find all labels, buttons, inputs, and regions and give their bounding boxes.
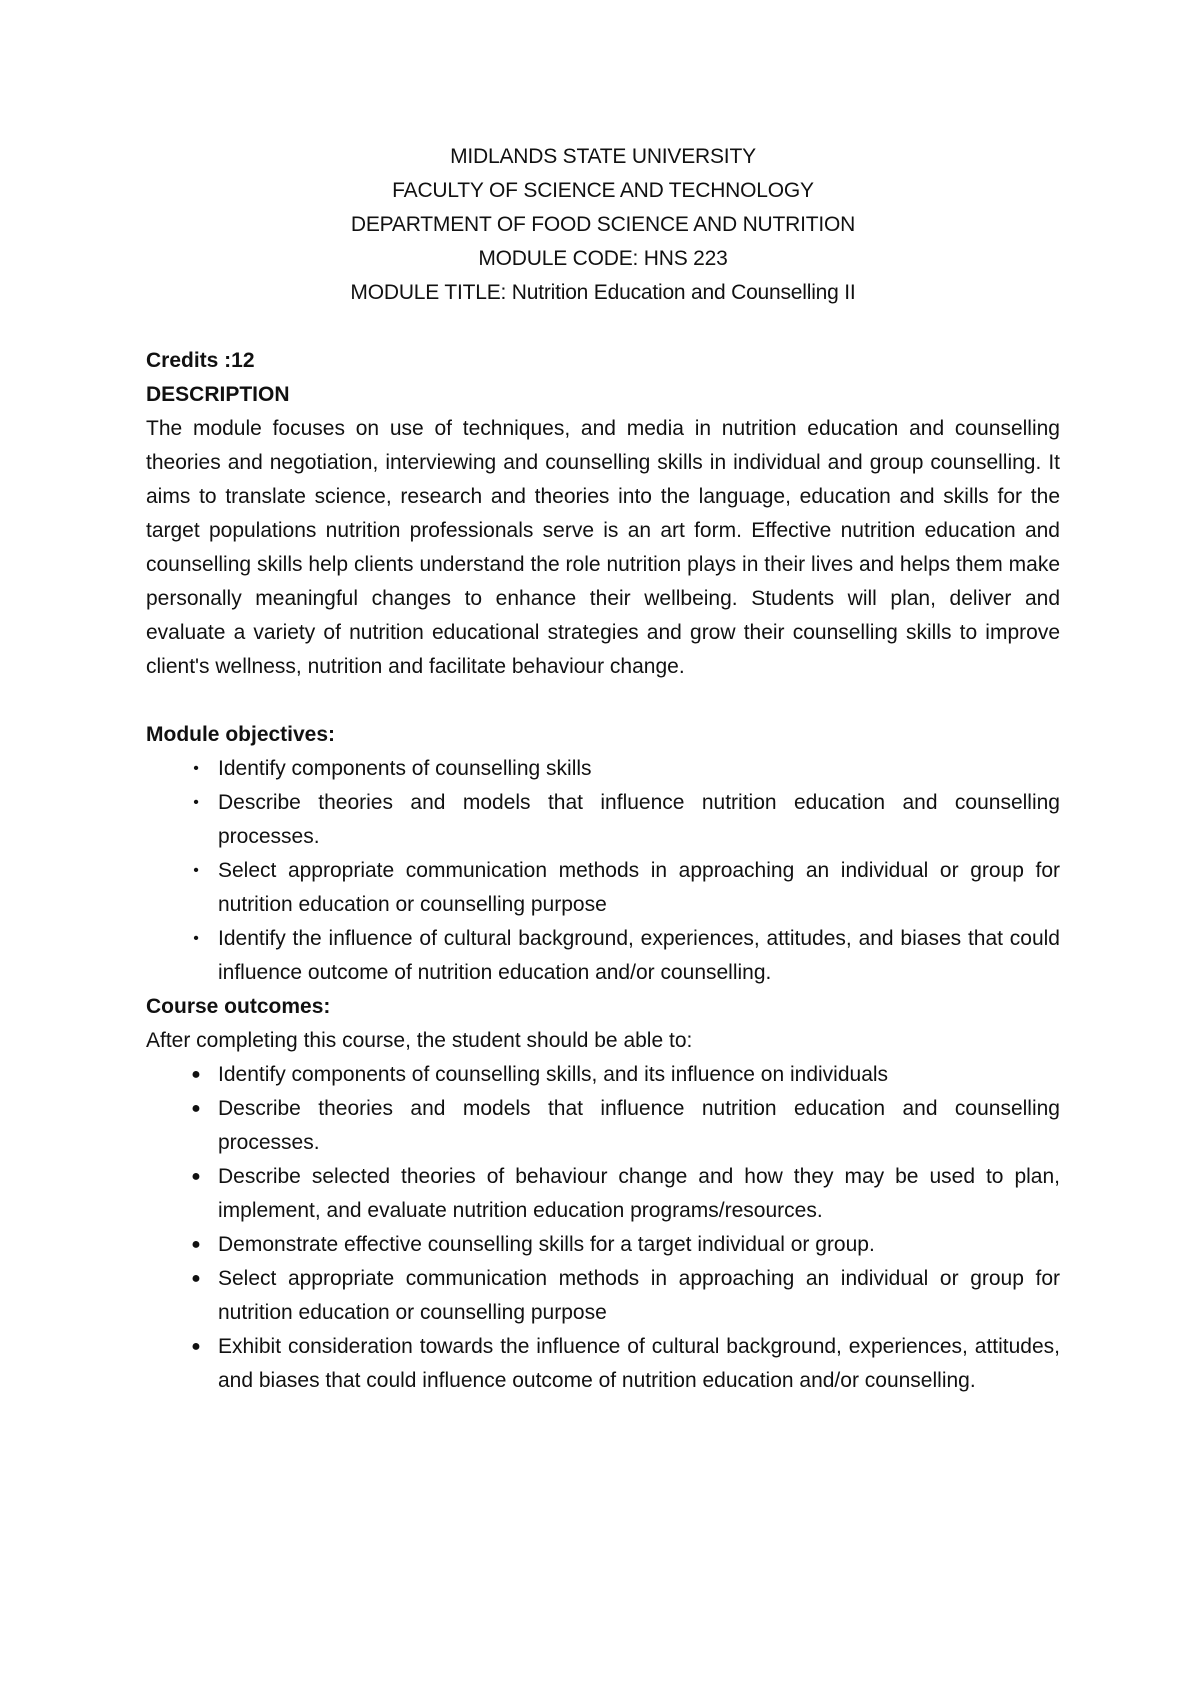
outcome-text: Select appropriate communication methods in approaching an individual or group for nutrition education or counselling purpose [218,1267,1060,1324]
bullet-icon: ● [191,1066,201,1083]
list-item [146,854,1060,922]
objective-text: Select appropriate communication methods in approaching an individual or group for nutrition education or counselling purpose [218,859,1060,916]
bullet-icon: ● [191,1270,201,1287]
objective-text: Describe theories and models that influence nutrition education and counselling processes. [218,791,1060,848]
objective-text: Identify components of counselling skills [218,757,592,780]
document-page [146,140,1060,1398]
list-item [146,1160,1060,1228]
spacer [146,684,1060,718]
list-item [146,1330,1060,1398]
list-item [146,786,1060,854]
outcome-text: Describe theories and models that influence nutrition education and counselling processes. [218,1097,1060,1154]
bullet-icon: • [193,760,199,777]
description-text: The module focuses on use of techniques, and media in nutrition education and counselling theories and negotiation, interviewing and counselling skills in individual and group counselling. It aims to translate science, research and theories into the language, education and skills for the target populations nutrition professionals serve is an art form. Effective nutrition education and counselling skills help clients understand the role nutrition plays in their lives and helps them make personally meaningful changes to enhance their wellbeing. Students will plan, deliver and evaluate a variety of nutrition educational strategies and grow their counselling skills to improve client's wellness, nutrition and facilitate behaviour change. [146,417,1060,678]
faculty-name: FACULTY OF SCIENCE AND TECHNOLOGY [392,179,814,202]
bullet-icon: • [193,862,199,879]
objectives-heading: Module objectives: [146,723,336,746]
objectives-list [146,752,1060,990]
list-item [146,1228,1060,1262]
list-item [146,1058,1060,1092]
bullet-icon: ● [191,1168,201,1185]
module-code: MODULE CODE: HNS 223 [478,247,728,270]
bullet-icon: ● [191,1100,201,1117]
outcome-text: Describe selected theories of behaviour change and how they may be used to plan, implement, and evaluate nutrition education programs/resources. [218,1165,1060,1222]
credits: Credits :12 [146,349,255,372]
department-name: DEPARTMENT OF FOOD SCIENCE AND NUTRITION [350,213,856,236]
bullet-icon: • [193,794,199,811]
outcomes-intro: After completing this course, the student should be able to: [146,1029,693,1052]
outcome-text: Demonstrate effective counselling skills for a target individual or group. [218,1233,875,1256]
module-title: MODULE TITLE: Nutrition Education and Counselling II [350,281,856,304]
list-item [146,1262,1060,1330]
list-item [146,752,1060,786]
objective-text: Identify the influence of cultural background, experiences, attitudes, and biases that could influence outcome of nutrition education and/or counselling. [218,927,1060,984]
bullet-icon: • [193,930,199,947]
list-item [146,1092,1060,1160]
document-header [146,140,1060,310]
description-heading: DESCRIPTION [146,383,290,406]
bullet-icon: ● [191,1338,201,1355]
outcomes-heading: Course outcomes: [146,995,331,1018]
university-name: MIDLANDS STATE UNIVERSITY [450,145,756,168]
outcomes-list [146,1058,1060,1398]
outcome-text: Exhibit consideration towards the influence of cultural background, experiences, attitudes, and biases that could influence outcome of nutrition education and/or counselling. [218,1335,1060,1392]
outcome-text: Identify components of counselling skills, and its influence on individuals [218,1063,889,1086]
list-item [146,922,1060,990]
bullet-icon: ● [191,1236,201,1253]
